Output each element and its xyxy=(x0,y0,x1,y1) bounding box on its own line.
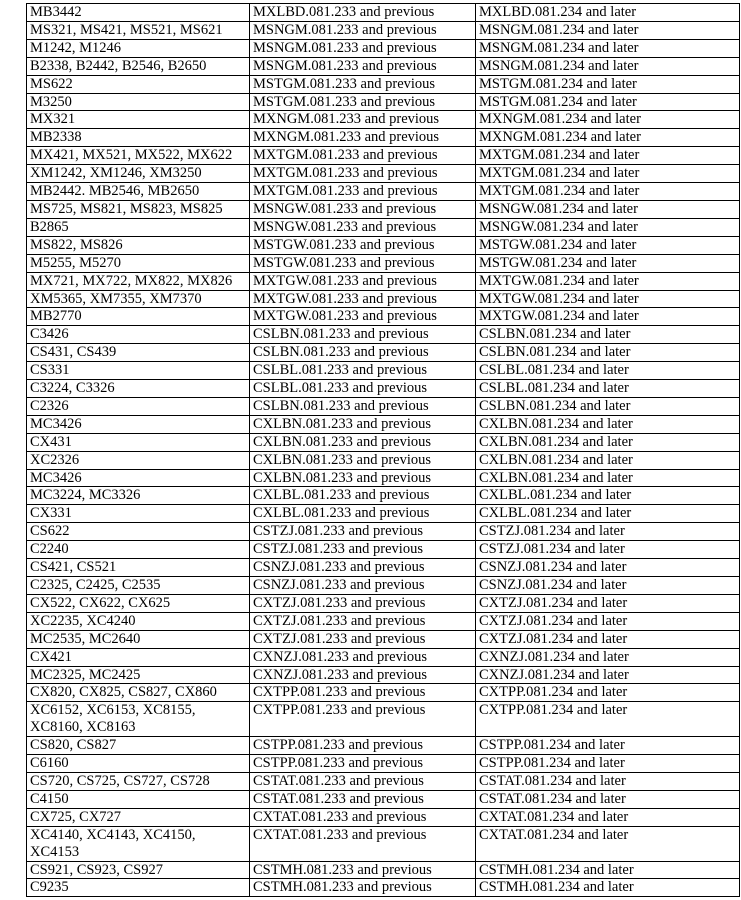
affected-firmware-cell: MXTGM.081.233 and previous xyxy=(250,165,476,183)
model-cell: CX421 xyxy=(27,648,250,666)
table-row xyxy=(27,290,740,308)
model-cell: XC6152, XC6153, XC8155, XC8160, XC8163 xyxy=(27,702,250,737)
table-row xyxy=(27,397,740,415)
fixed-firmware-cell: CXTPP.081.234 and later xyxy=(476,702,740,737)
table-row xyxy=(27,630,740,648)
model-cell: CX522, CX622, CX625 xyxy=(27,594,250,612)
fixed-firmware-cell: CSTMH.081.234 and later xyxy=(476,879,740,897)
model-cell: XC2326 xyxy=(27,451,250,469)
fixed-firmware-cell: CSNZJ.081.234 and later xyxy=(476,577,740,595)
fixed-firmware-cell: CXLBN.081.234 and later xyxy=(476,451,740,469)
affected-firmware-cell: MSTGW.081.233 and previous xyxy=(250,236,476,254)
table-row xyxy=(27,21,740,39)
table-row xyxy=(27,93,740,111)
affected-firmware-cell: MSNGM.081.233 and previous xyxy=(250,39,476,57)
affected-firmware-cell: CXTAT.081.233 and previous xyxy=(250,826,476,861)
affected-firmware-cell: CSTPP.081.233 and previous xyxy=(250,737,476,755)
fixed-firmware-cell: CXLBN.081.234 and later xyxy=(476,415,740,433)
model-cell: MX321 xyxy=(27,111,250,129)
table-row xyxy=(27,577,740,595)
model-cell: M3250 xyxy=(27,93,250,111)
table-row xyxy=(27,648,740,666)
table-row xyxy=(27,702,740,737)
model-cell: MC2535, MC2640 xyxy=(27,630,250,648)
table-row xyxy=(27,147,740,165)
table-row xyxy=(27,612,740,630)
model-cell: MB3442 xyxy=(27,4,250,22)
fixed-firmware-cell: CSLBN.081.234 and later xyxy=(476,326,740,344)
model-cell: C6160 xyxy=(27,755,250,773)
table-row xyxy=(27,451,740,469)
fixed-firmware-cell: MXNGM.081.234 and later xyxy=(476,129,740,147)
affected-firmware-cell: CXTZJ.081.233 and previous xyxy=(250,612,476,630)
table-row xyxy=(27,737,740,755)
affected-firmware-cell: CSTMH.081.233 and previous xyxy=(250,879,476,897)
model-cell: MS622 xyxy=(27,75,250,93)
fixed-firmware-cell: CXNZJ.081.234 and later xyxy=(476,666,740,684)
table-row xyxy=(27,362,740,380)
affected-firmware-cell: CSTZJ.081.233 and previous xyxy=(250,523,476,541)
affected-firmware-cell: MSNGW.081.233 and previous xyxy=(250,200,476,218)
table-row xyxy=(27,111,740,129)
affected-firmware-cell: MXTGM.081.233 and previous xyxy=(250,147,476,165)
model-cell: MX421, MX521, MX522, MX622 xyxy=(27,147,250,165)
model-cell: B2338, B2442, B2546, B2650 xyxy=(27,57,250,75)
table-row xyxy=(27,861,740,879)
fixed-firmware-cell: MXTGW.081.234 and later xyxy=(476,308,740,326)
fixed-firmware-cell: MXTGM.081.234 and later xyxy=(476,165,740,183)
model-cell: MB2770 xyxy=(27,308,250,326)
table-row xyxy=(27,879,740,897)
model-cell: MS725, MS821, MS823, MS825 xyxy=(27,200,250,218)
model-cell: MX721, MX722, MX822, MX826 xyxy=(27,272,250,290)
fixed-firmware-cell: MSTGW.081.234 and later xyxy=(476,236,740,254)
fixed-firmware-cell: CSTZJ.081.234 and later xyxy=(476,523,740,541)
fixed-firmware-cell: MSNGM.081.234 and later xyxy=(476,57,740,75)
affected-firmware-cell: MSTGM.081.233 and previous xyxy=(250,93,476,111)
table-row xyxy=(27,254,740,272)
affected-firmware-cell: CXLBL.081.233 and previous xyxy=(250,505,476,523)
model-cell: C3224, C3326 xyxy=(27,380,250,398)
affected-firmware-cell: CSTAT.081.233 and previous xyxy=(250,772,476,790)
affected-firmware-cell: CXTAT.081.233 and previous xyxy=(250,808,476,826)
fixed-firmware-cell: CXLBN.081.234 and later xyxy=(476,433,740,451)
model-cell: CS720, CS725, CS727, CS728 xyxy=(27,772,250,790)
affected-firmware-cell: CSTAT.081.233 and previous xyxy=(250,790,476,808)
affected-firmware-cell: CSLBN.081.233 and previous xyxy=(250,326,476,344)
table-row xyxy=(27,129,740,147)
affected-firmware-cell: MSNGM.081.233 and previous xyxy=(250,57,476,75)
affected-firmware-cell: CSTMH.081.233 and previous xyxy=(250,861,476,879)
model-cell: XC2235, XC4240 xyxy=(27,612,250,630)
fixed-firmware-cell: MSNGW.081.234 and later xyxy=(476,218,740,236)
fixed-firmware-cell: CSLBL.081.234 and later xyxy=(476,362,740,380)
table-row xyxy=(27,308,740,326)
model-cell: CS820, CS827 xyxy=(27,737,250,755)
model-cell: CX331 xyxy=(27,505,250,523)
model-cell: CX431 xyxy=(27,433,250,451)
table-row xyxy=(27,505,740,523)
affected-firmware-cell: CSLBL.081.233 and previous xyxy=(250,380,476,398)
table-row xyxy=(27,772,740,790)
model-cell: CS431, CS439 xyxy=(27,344,250,362)
model-cell: CS622 xyxy=(27,523,250,541)
table-row xyxy=(27,826,740,861)
fixed-firmware-cell: CXTAT.081.234 and later xyxy=(476,808,740,826)
fixed-firmware-cell: MSNGM.081.234 and later xyxy=(476,39,740,57)
table-row xyxy=(27,4,740,22)
fixed-firmware-cell: CXLBN.081.234 and later xyxy=(476,469,740,487)
affected-firmware-cell: MSNGW.081.233 and previous xyxy=(250,218,476,236)
affected-firmware-cell: CSNZJ.081.233 and previous xyxy=(250,559,476,577)
table-row xyxy=(27,523,740,541)
affected-firmware-cell: CXLBN.081.233 and previous xyxy=(250,469,476,487)
table-row xyxy=(27,218,740,236)
table-row xyxy=(27,75,740,93)
fixed-firmware-cell: CXTZJ.081.234 and later xyxy=(476,630,740,648)
fixed-firmware-cell: CSTPP.081.234 and later xyxy=(476,755,740,773)
model-cell: MS321, MS421, MS521, MS621 xyxy=(27,21,250,39)
fixed-firmware-cell: CSLBN.081.234 and later xyxy=(476,344,740,362)
model-cell: CS421, CS521 xyxy=(27,559,250,577)
fixed-firmware-cell: CXLBL.081.234 and later xyxy=(476,505,740,523)
table-row xyxy=(27,344,740,362)
model-cell: C2240 xyxy=(27,541,250,559)
fixed-firmware-cell: MXLBD.081.234 and later xyxy=(476,4,740,22)
affected-firmware-cell: CXTPP.081.233 and previous xyxy=(250,684,476,702)
fixed-firmware-cell: CSNZJ.081.234 and later xyxy=(476,559,740,577)
table-row xyxy=(27,684,740,702)
model-cell: CX725, CX727 xyxy=(27,808,250,826)
table-row xyxy=(27,415,740,433)
table-row xyxy=(27,236,740,254)
fixed-firmware-cell: CSLBL.081.234 and later xyxy=(476,380,740,398)
table-row xyxy=(27,469,740,487)
fixed-firmware-cell: CSTAT.081.234 and later xyxy=(476,772,740,790)
table-row xyxy=(27,183,740,201)
model-cell: CS331 xyxy=(27,362,250,380)
affected-firmware-cell: CXLBL.081.233 and previous xyxy=(250,487,476,505)
model-cell: MC3426 xyxy=(27,415,250,433)
fixed-firmware-cell: MXTGW.081.234 and later xyxy=(476,272,740,290)
fixed-firmware-cell: MSTGW.081.234 and later xyxy=(476,254,740,272)
fixed-firmware-cell: CSTMH.081.234 and later xyxy=(476,861,740,879)
affected-firmware-cell: MXTGM.081.233 and previous xyxy=(250,183,476,201)
table-row xyxy=(27,541,740,559)
table-row xyxy=(27,487,740,505)
model-cell: C2325, C2425, C2535 xyxy=(27,577,250,595)
table-row xyxy=(27,165,740,183)
firmware-version-table xyxy=(26,3,740,897)
model-cell: C2326 xyxy=(27,397,250,415)
affected-firmware-cell: CSLBN.081.233 and previous xyxy=(250,397,476,415)
fixed-firmware-cell: CSTPP.081.234 and later xyxy=(476,737,740,755)
table-row xyxy=(27,380,740,398)
model-cell: B2865 xyxy=(27,218,250,236)
affected-firmware-cell: CXNZJ.081.233 and previous xyxy=(250,648,476,666)
model-cell: XM5365, XM7355, XM7370 xyxy=(27,290,250,308)
model-cell: MC3426 xyxy=(27,469,250,487)
affected-firmware-cell: CSLBN.081.233 and previous xyxy=(250,344,476,362)
table-row xyxy=(27,755,740,773)
fixed-firmware-cell: CXTPP.081.234 and later xyxy=(476,684,740,702)
fixed-firmware-cell: CXTZJ.081.234 and later xyxy=(476,612,740,630)
fixed-firmware-cell: MSTGM.081.234 and later xyxy=(476,93,740,111)
affected-firmware-cell: MXTGW.081.233 and previous xyxy=(250,290,476,308)
fixed-firmware-cell: CSTAT.081.234 and later xyxy=(476,790,740,808)
fixed-firmware-cell: MXTGM.081.234 and later xyxy=(476,183,740,201)
affected-firmware-cell: MXTGW.081.233 and previous xyxy=(250,272,476,290)
affected-firmware-cell: MXTGW.081.233 and previous xyxy=(250,308,476,326)
model-cell: C9235 xyxy=(27,879,250,897)
table-row xyxy=(27,433,740,451)
table-row xyxy=(27,808,740,826)
model-cell: M5255, M5270 xyxy=(27,254,250,272)
fixed-firmware-cell: CXTAT.081.234 and later xyxy=(476,826,740,861)
table-body xyxy=(27,4,740,897)
model-cell: M1242, M1246 xyxy=(27,39,250,57)
affected-firmware-cell: CXNZJ.081.233 and previous xyxy=(250,666,476,684)
model-cell: MS822, MS826 xyxy=(27,236,250,254)
model-cell: MB2338 xyxy=(27,129,250,147)
fixed-firmware-cell: CXLBL.081.234 and later xyxy=(476,487,740,505)
model-cell: CX820, CX825, CS827, CX860 xyxy=(27,684,250,702)
affected-firmware-cell: CXTZJ.081.233 and previous xyxy=(250,630,476,648)
model-cell: C3426 xyxy=(27,326,250,344)
affected-firmware-cell: CXLBN.081.233 and previous xyxy=(250,451,476,469)
fixed-firmware-cell: CSLBN.081.234 and later xyxy=(476,397,740,415)
affected-firmware-cell: CSTPP.081.233 and previous xyxy=(250,755,476,773)
affected-firmware-cell: MXNGM.081.233 and previous xyxy=(250,129,476,147)
affected-firmware-cell: CXLBN.081.233 and previous xyxy=(250,415,476,433)
fixed-firmware-cell: MXTGW.081.234 and later xyxy=(476,290,740,308)
table-row xyxy=(27,559,740,577)
fixed-firmware-cell: CXNZJ.081.234 and later xyxy=(476,648,740,666)
fixed-firmware-cell: MXNGM.081.234 and later xyxy=(476,111,740,129)
affected-firmware-cell: MXNGM.081.233 and previous xyxy=(250,111,476,129)
affected-firmware-cell: MXLBD.081.233 and previous xyxy=(250,4,476,22)
affected-firmware-cell: CXLBN.081.233 and previous xyxy=(250,433,476,451)
affected-firmware-cell: CSTZJ.081.233 and previous xyxy=(250,541,476,559)
affected-firmware-cell: CSLBL.081.233 and previous xyxy=(250,362,476,380)
model-cell: C4150 xyxy=(27,790,250,808)
model-cell: MB2442. MB2546, MB2650 xyxy=(27,183,250,201)
affected-firmware-cell: CXTPP.081.233 and previous xyxy=(250,702,476,737)
affected-firmware-cell: MSTGW.081.233 and previous xyxy=(250,254,476,272)
table-row xyxy=(27,790,740,808)
affected-firmware-cell: CSNZJ.081.233 and previous xyxy=(250,577,476,595)
model-cell: MC2325, MC2425 xyxy=(27,666,250,684)
table-row xyxy=(27,39,740,57)
table-row xyxy=(27,272,740,290)
model-cell: MC3224, MC3326 xyxy=(27,487,250,505)
fixed-firmware-cell: CSTZJ.081.234 and later xyxy=(476,541,740,559)
affected-firmware-cell: CXTZJ.081.233 and previous xyxy=(250,594,476,612)
table-row xyxy=(27,200,740,218)
table-row xyxy=(27,594,740,612)
fixed-firmware-cell: MSNGM.081.234 and later xyxy=(476,21,740,39)
model-cell: XM1242, XM1246, XM3250 xyxy=(27,165,250,183)
fixed-firmware-cell: MSTGM.081.234 and later xyxy=(476,75,740,93)
table-row xyxy=(27,326,740,344)
table-row xyxy=(27,666,740,684)
model-cell: CS921, CS923, CS927 xyxy=(27,861,250,879)
table-row xyxy=(27,57,740,75)
fixed-firmware-cell: CXTZJ.081.234 and later xyxy=(476,594,740,612)
affected-firmware-cell: MSNGM.081.233 and previous xyxy=(250,21,476,39)
fixed-firmware-cell: MSNGW.081.234 and later xyxy=(476,200,740,218)
affected-firmware-cell: MSTGM.081.233 and previous xyxy=(250,75,476,93)
model-cell: XC4140, XC4143, XC4150, XC4153 xyxy=(27,826,250,861)
fixed-firmware-cell: MXTGM.081.234 and later xyxy=(476,147,740,165)
